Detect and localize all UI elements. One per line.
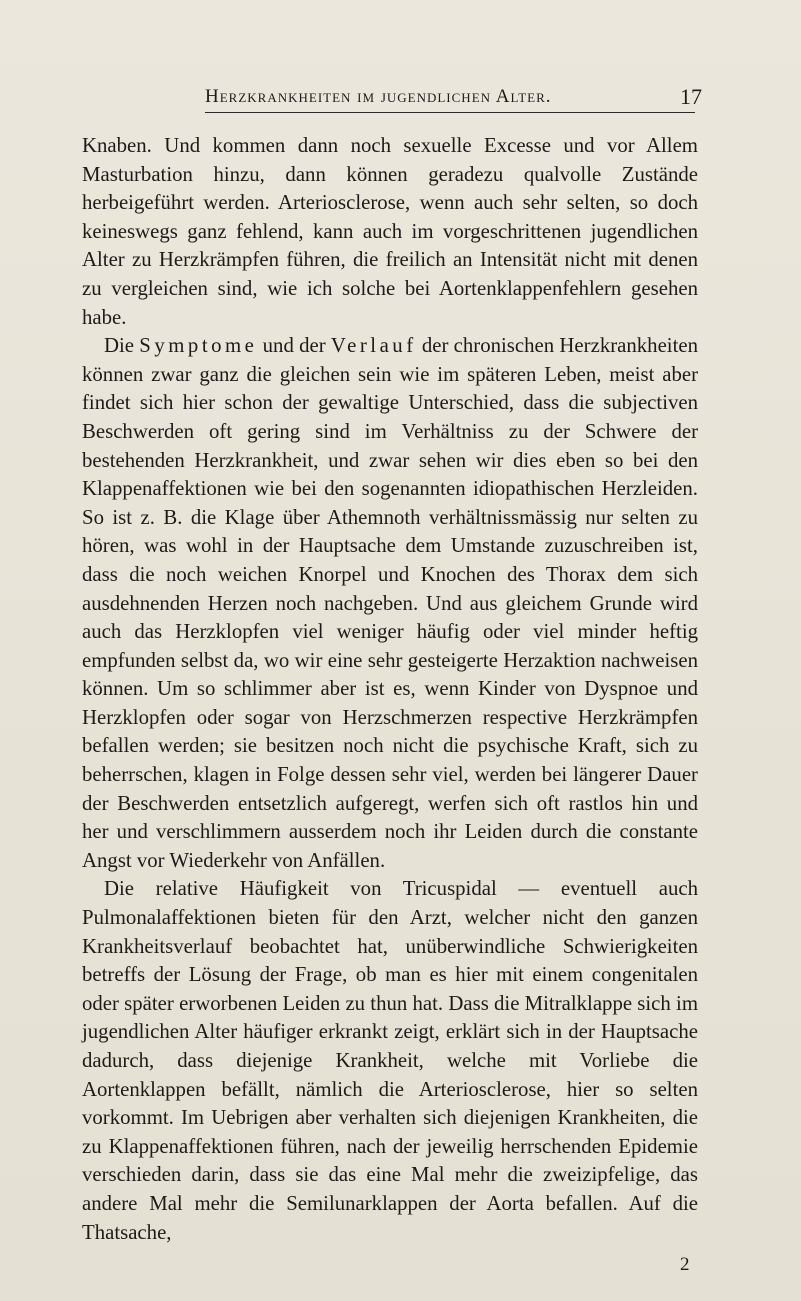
paragraph-text: der chronischen Herzkrankheiten können zwar ganz die gleichen sein wie im späteren Leben, meist aber findet sich hier schon der gewaltige Unterschied, dass die subjectiven Beschwerden oft gering sind im Verhältniss zu der Schwere der bestehenden Herzkrankheit, und zwar sehen wir dies eben so bei den Klappenaffektionen wie bei den sogenannten idiopathischen Herzleiden. So ist z. B. die Klage über Athemnoth verhältnissmässig nur selten zu hören, was wohl in der Hauptsache dem Umstande zuzuschreiben ist, dass die noch weichen Knorpel und Knochen des Thorax dem sich ausdehnenden Herzen noch nachgeben. Und aus gleichem Grunde wird auch das Herzklopfen viel weniger häufig oder viel minder heftig empfunden selbst da, wo wir eine sehr gesteigerte Herzaktion nachweisen können. Um so schlimmer aber ist es, wenn Kinder von Dyspnoe und Herzklopfen oder sogar von Herzschmerzen respective Herzkrämpfen befallen werden; sie besitzen noch nicht die psychische Kraft, sich zu beherrschen, klagen in Folge dessen sehr viel, werden bei längerer Dauer der Beschwerden entsetzlich aufgeregt, werfen sich oft rastlos hin und her und verschlimmern ausserdem noch ihr Leiden durch die constante Angst vor Wiederkehr von Anfällen. [82, 334, 698, 872]
body-text [82, 132, 698, 1247]
header-rule [205, 112, 695, 113]
emphasis-term: Symptome [139, 334, 258, 358]
paragraph [82, 875, 698, 1247]
page-number: 17 [680, 84, 702, 109]
emphasis-term: Verlauf [330, 334, 417, 358]
signature-mark: 2 [680, 1254, 690, 1275]
paragraph [82, 332, 698, 875]
paragraph-text: Die [104, 334, 140, 358]
paragraph-text: Knaben. Und kommen dann noch sexuelle Excesse und vor Allem Masturbation hinzu, dann können geradezu qualvolle Zustände herbeigeführt werden. Arteriosclerose, wenn auch sehr selten, so doch keineswegs ganz fehlend, kann auch im vorgeschrittenen jugendlichen Alter zu Herzkrämpfen führen, die freilich an Intensität nicht mit denen zu vergleichen sind, wie ich solche bei Aortenklappenfehlern gesehen habe. [82, 134, 698, 329]
running-head: Herzkrankheiten im jugendlichen Alter. [205, 86, 552, 107]
paragraph-text: und der [257, 334, 331, 358]
paragraph [82, 132, 698, 332]
paragraph-text: Die relative Häufigkeit von Tricuspidal — eventuell auch Pulmonalaffektionen bieten für den Arzt, welcher nicht den ganzen Krankheitsverlauf beobachtet hat, unüberwindliche Schwierigkeiten betreffs der Lösung der Frage, ob man es hier mit einem congenitalen oder später erworbenen Leiden zu thun hat. Dass die Mitralklappe sich im jugendlichen Alter häufiger erkrankt zeigt, erklärt sich in der Hauptsache dadurch, dass diejenige Krankheit, welche mit Vorliebe die Aortenklappen befällt, nämlich die Arteriosclerose, hier so selten vorkommt. Im Uebrigen aber verhalten sich diejenigen Krankheiten, die zu Klappenaffektionen führen, nach der jeweilig herrschenden Epidemie verschieden darin, dass sie das eine Mal mehr die zweizipfelige, das andere Mal mehr die Semilunarklappen der Aorta befallen. Auf die Thatsache, [82, 877, 698, 1244]
